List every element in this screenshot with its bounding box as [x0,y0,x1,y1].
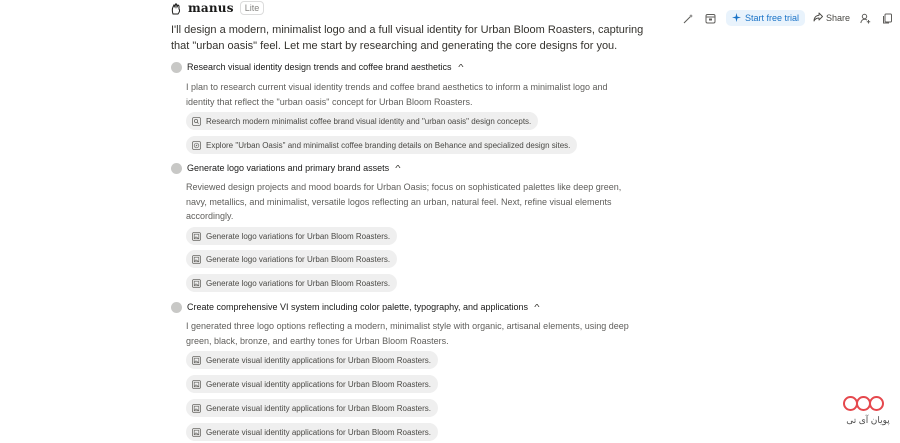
plan-badge: Lite [240,1,265,15]
app-logo[interactable] [170,1,264,15]
task-step-3 [171,301,629,437]
image-icon [192,255,201,264]
step-2-description: Reviewed design projects and mood boards for Urban Oasis; focus on sophisticated palettes like deep green, navy, metallics, and minimalist, versatile logos reflecting an urban, natural feel. Next, refine visual elements accordingly. [186,182,622,221]
files-icon[interactable] [880,11,894,25]
chevron-up-icon[interactable]: ^ [457,62,464,72]
step-1-action-2-text: Explore "Urban Oasis" and minimalist coffee branding details on Behance and specialized design sites. [206,140,571,150]
start-free-trial-label: Start free trial [744,13,799,23]
step-2-action-3-text: Generate logo variations for Urban Bloom Roasters. [206,278,391,288]
image-icon [192,428,201,437]
image-icon [192,279,201,288]
calendar-icon[interactable] [704,11,718,25]
start-free-trial-button[interactable] [726,10,805,26]
watermark-logo [843,396,893,434]
app-name: manus [188,1,234,15]
step-2-title: Generate logo variations and primary brand assets [187,163,390,173]
step-1-action-1[interactable] [186,112,538,130]
step-2-header[interactable] [171,162,400,174]
step-3-action-3[interactable] [186,399,438,417]
step-2-action-2[interactable] [186,250,397,268]
task-step-2 [171,162,622,288]
assistant-intro-message: I'll design a modern, minimalist logo and a full visual identity for Urban Bloom Roasters, capturing that "urban oasis" feel. Let me start by researching and generating the core designs for you. [171,24,644,52]
step-2-action-3[interactable] [186,274,397,292]
step-3-description: I generated three logo options reflecting a modern, minimalist style with organic, artisanal elements, using deep green, black, bronze, and earthy tones for Urban Bloom Roasters. [186,321,629,346]
image-icon [192,356,201,365]
step-3-action-2-text: Generate visual identity applications for Urban Bloom Roasters. [206,379,431,389]
sparkle-icon [732,13,741,24]
magic-wand-icon[interactable] [682,11,696,25]
step-status-icon [171,163,182,174]
step-1-action-1-text: Research modern minimalist coffee brand visual identity and "urban oasis" design concepts. [206,116,532,126]
image-icon [192,232,201,241]
step-1-action-2[interactable] [186,136,577,154]
step-1-header[interactable] [171,61,462,73]
user-add-icon[interactable] [858,11,872,25]
watermark-circles [843,396,893,411]
step-3-action-2[interactable] [186,375,438,393]
task-step-1 [171,61,608,150]
share-label: Share [825,13,850,23]
top-toolbar [682,9,894,27]
step-2-action-1[interactable] [186,227,397,245]
watermark-text: پویان آی تی [846,415,890,425]
step-3-title: Create comprehensive VI system including color palette, typography, and applications [187,302,529,312]
step-3-action-1-text: Generate visual identity applications for Urban Bloom Roasters. [206,355,431,365]
manus-hand-icon [170,2,182,14]
step-3-action-3-text: Generate visual identity applications for Urban Bloom Roasters. [206,403,431,413]
step-2-action-1-text: Generate logo variations for Urban Bloom Roasters. [206,231,391,241]
image-icon [192,380,201,389]
step-status-icon [171,302,182,313]
step-1-description: I plan to research current visual identity trends and coffee brand aesthetics to inform a minimalist logo and identity that reflect the "urban oasis" concept for Urban Bloom Roasters. [186,82,608,107]
step-1-title: Research visual identity design trends and coffee brand aesthetics [187,62,452,72]
chevron-up-icon[interactable]: ^ [534,302,540,312]
step-status-icon [171,62,182,73]
chevron-up-icon[interactable]: ^ [395,163,401,173]
step-3-header[interactable] [171,301,539,313]
step-2-action-2-text: Generate logo variations for Urban Bloom Roasters. [206,254,391,264]
step-3-action-1[interactable] [186,351,438,369]
compass-icon [192,141,201,150]
step-3-action-4-text: Generate visual identity applications for Urban Bloom Roasters. [206,427,431,437]
image-icon [192,404,201,413]
share-button[interactable] [813,12,850,24]
step-3-action-4[interactable] [186,423,438,441]
search-icon [192,117,201,126]
share-icon [813,12,823,24]
